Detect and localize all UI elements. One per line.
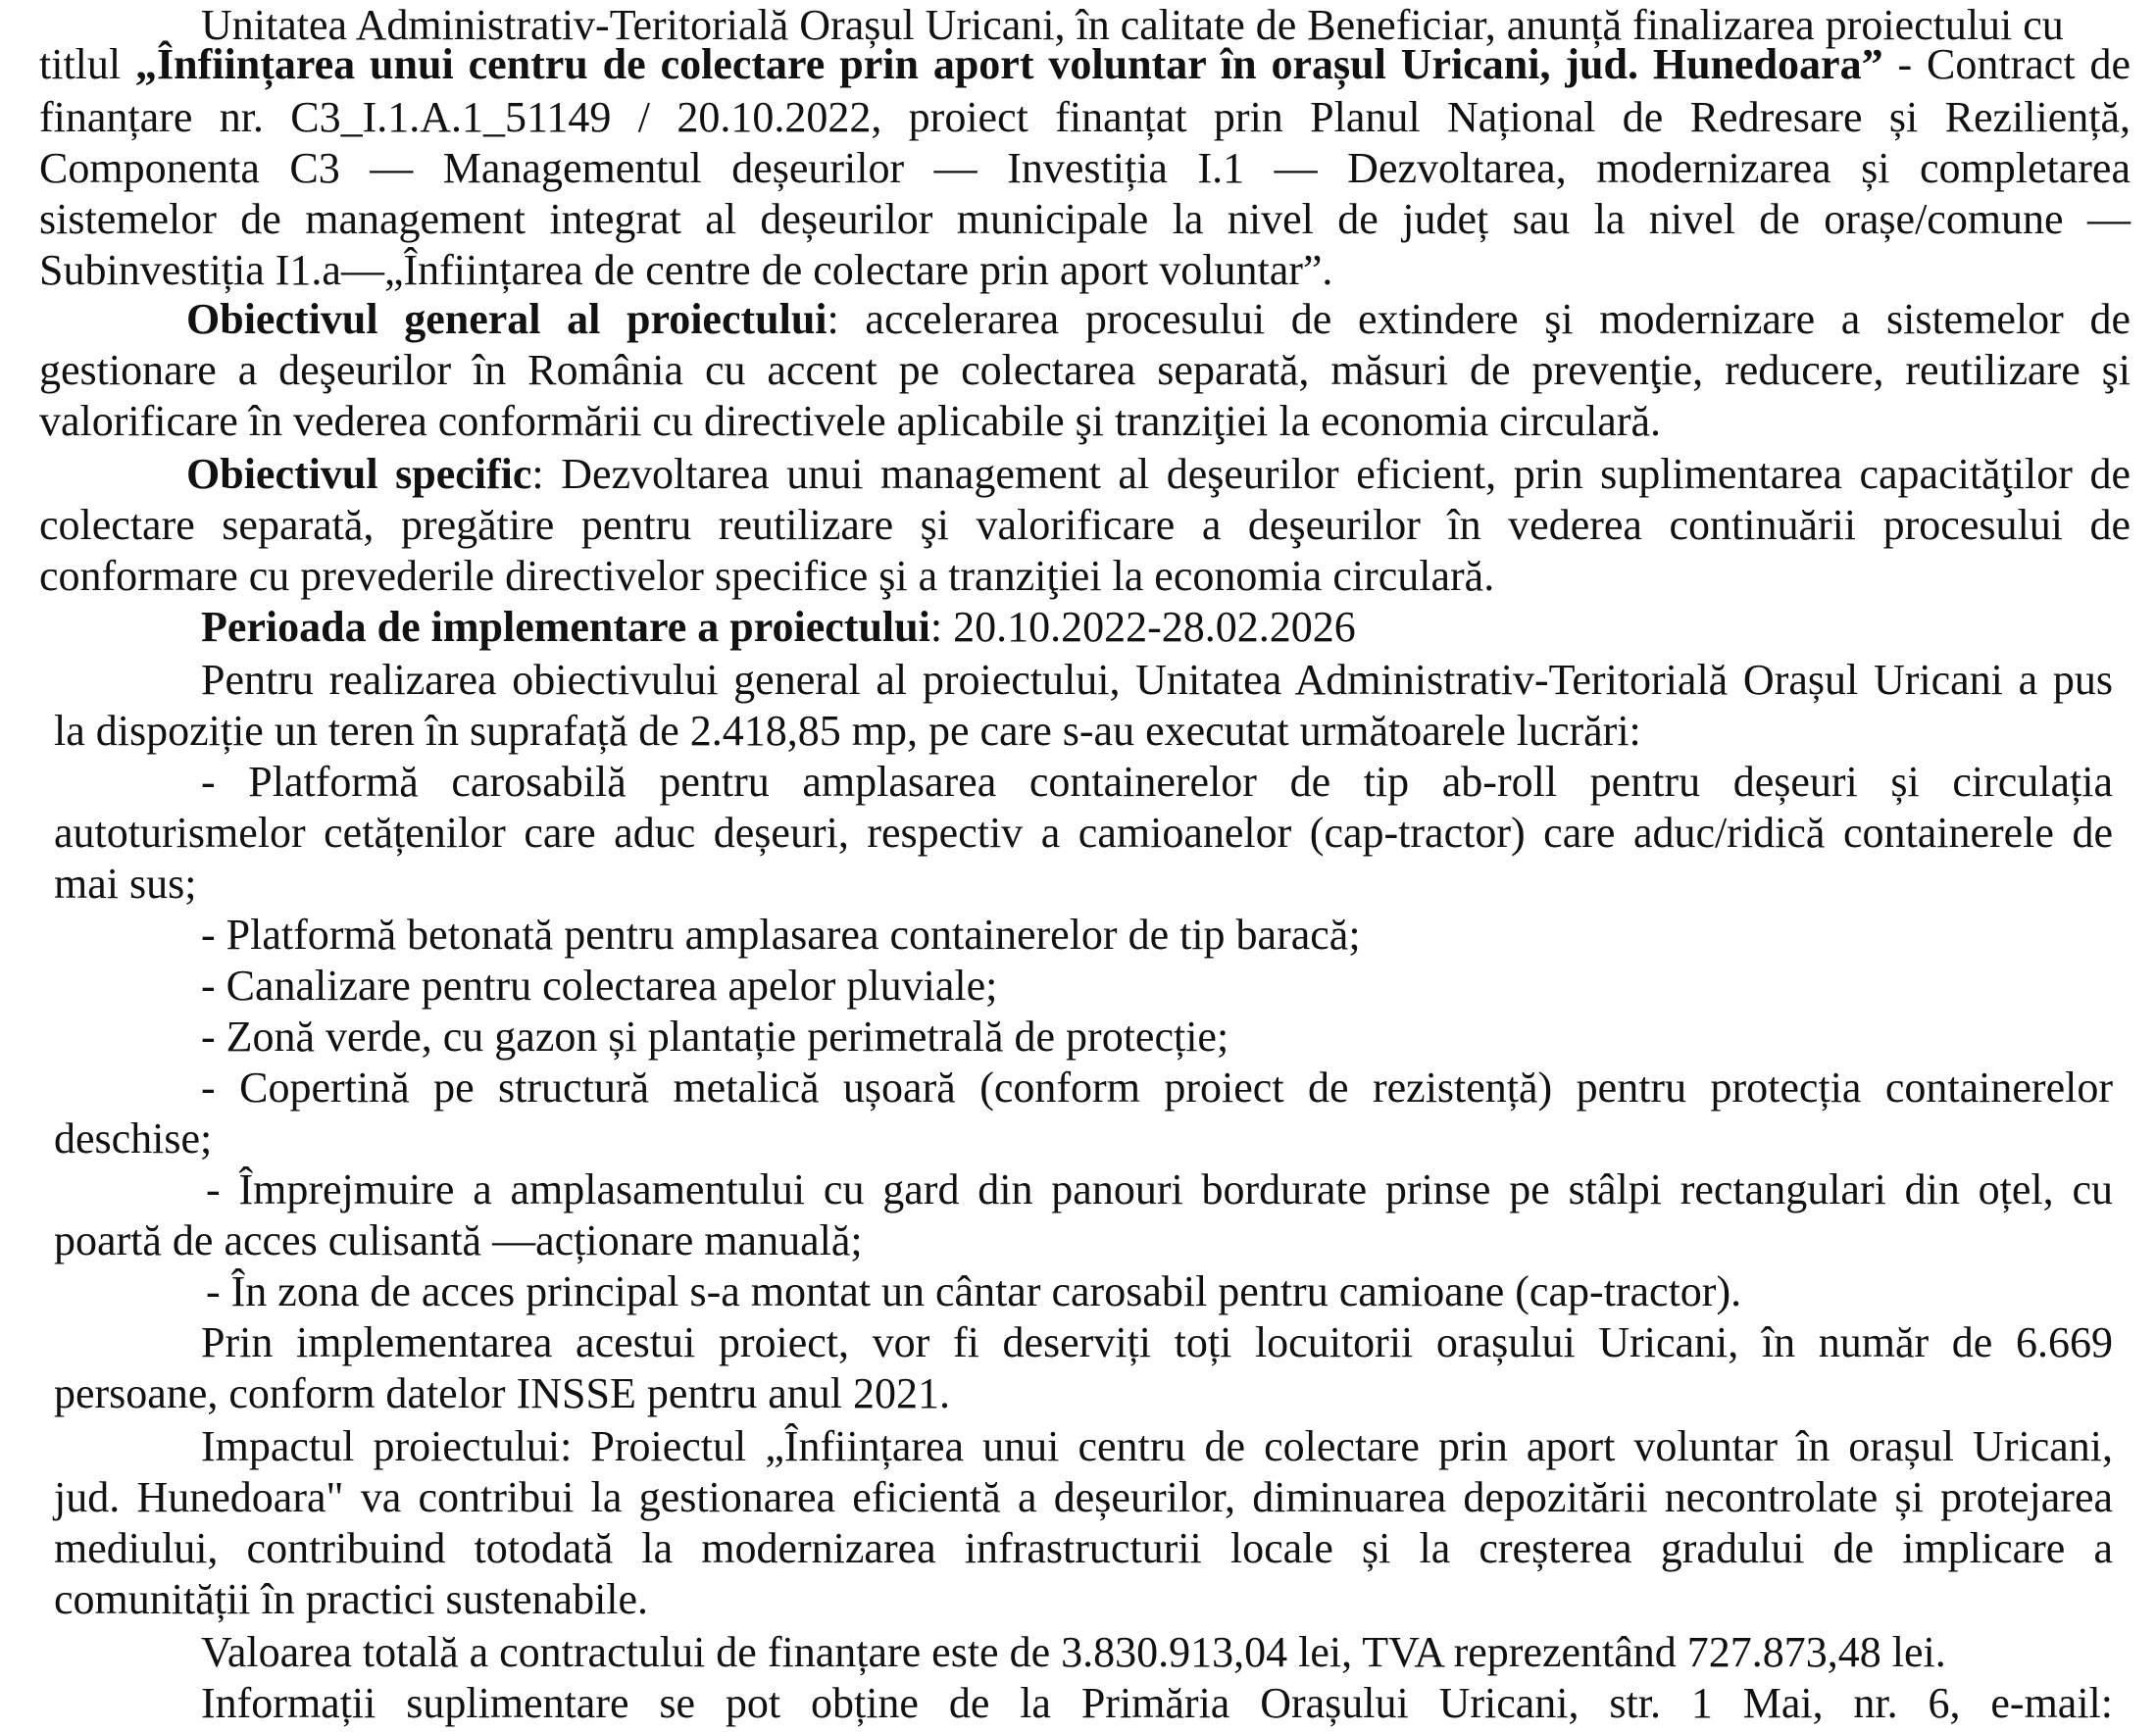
beneficiaries-line-2: persoane, conform datelor INSSE pentru anul 2021. [54, 1369, 950, 1417]
intro-line-2-prefix: titlul [39, 40, 136, 88]
impact-line-3: mediului, contribuind totodată la modernizarea infrastructurii locale și la creșterea gradului de implicare a [54, 1524, 2113, 1572]
implementation-period-label: Perioada de implementare a proiectului [201, 603, 930, 651]
specific-objective-line-1 [186, 449, 2131, 500]
general-objective-line-2: gestionare a deşeurilor în România cu accent pe colectarea separată, măsuri de prevenţie, reducere, reutilizare şi [39, 346, 2131, 394]
intro-line-2 [39, 39, 2131, 90]
impact-line-2: jud. Hunedoara" va contribui la gestionarea eficientă a deșeurilor, diminuarea depozitării necontrolate și protejarea [54, 1473, 2113, 1521]
work-item-7: - În zona de acces principal s-a montat un cântar carosabil pentru camioane (cap-tractor). [206, 1267, 1742, 1315]
intro-line-6: Subinvestiția I1.a—„Înființarea de centre de colectare prin aport voluntar”. [39, 246, 1333, 294]
work-item-5-line-1: - Copertină pe structură metalică ușoară (conform proiect de rezistență) pentru protecția containerelor [201, 1064, 2113, 1112]
intro-line-4: Componenta C3 — Managementul deșeurilor — Investiția I.1 — Dezvoltarea, modernizarea și completarea [39, 144, 2131, 192]
impact-line-4: comunității în practici sustenabile. [54, 1575, 649, 1623]
implementation-period-value: : 20.10.2022-28.02.2026 [929, 603, 1356, 651]
general-objective-text: : accelerarea procesului de extindere şi modernizare a sistemelor de [827, 295, 2131, 343]
beneficiaries-line-1: Prin implementarea acestui proiect, vor fi deserviți toți locuitorii orașului Uricani, în număr de 6.669 [201, 1318, 2113, 1366]
intro-line-1: Unitatea Administrativ-Teritorială Orașul Uricani, în calitate de Beneficiar, anunță finalizarea proiectului cu [201, 1, 2064, 49]
project-title: „Înființarea unui centru de colectare prin aport voluntar în orașul Uricani, jud. Hunedoara” [135, 40, 1883, 88]
specific-objective-text: : Dezvoltarea unui management al deşeurilor eficient, prin suplimentarea capacităţilor de [531, 450, 2131, 498]
intro-line-5: sistemelor de management integrat al deșeurilor municipale la nivel de județ sau la nivel de orașe/comune — [39, 195, 2131, 243]
work-item-1-line-1: - Platformă carosabilă pentru amplasarea containerelor de tip ab-roll pentru deșeuri și circulația [201, 758, 2113, 806]
work-item-1-line-2: autoturismelor cetățenilor care aduc deșeuri, respectiv a camioanelor (cap-tractor) care aduc/ridică containerele de [54, 809, 2113, 857]
info-line-1: Informații suplimentare se pot obține de la Primăria Orașului Uricani, str. 1 Mai, nr. 6, e-mail: [201, 1679, 2113, 1727]
work-item-6-line-2: poartă de acces culisantă —acționare manuală; [54, 1216, 863, 1264]
impact-line-1: Impactul proiectului: Proiectul „Înființarea unui centru de colectare prin aport voluntar în orașul Uricani, [201, 1422, 2113, 1470]
general-objective-line-1 [186, 294, 2131, 345]
work-item-4: - Zonă verde, cu gazon și plantație perimetrală de protecție; [201, 1013, 1229, 1061]
realization-line-2: la dispoziție un teren în suprafață de 2.418,85 mp, pe care s-au executat următoarele lucrări: [54, 707, 1641, 755]
specific-objective-line-3: conformare cu prevederile directivelor specifice şi a tranziţiei la economia circulară. [39, 552, 1495, 600]
specific-objective-label: Obiectivul specific [186, 450, 532, 498]
general-objective-label: Obiectivul general al proiectului [186, 295, 827, 343]
general-objective-line-3: valorificare în vederea conformării cu directivele aplicabile şi tranziţiei la economia circulară. [39, 397, 1662, 445]
work-item-5-line-2: deschise; [54, 1114, 213, 1163]
realization-line-1: Pentru realizarea obiectivului general al proiectului, Unitatea Administrativ-Teritorială Orașul Uricani a pus [201, 656, 2113, 704]
work-item-3: - Canalizare pentru colectarea apelor pluviale; [201, 962, 998, 1010]
contract-value: Valoarea totală a contractului de finanțare este de 3.830.913,04 lei, TVA reprezentând 727.873,48 lei. [201, 1628, 1946, 1676]
work-item-1-line-3: mai sus; [54, 860, 197, 908]
specific-objective-line-2: colectare separată, pregătire pentru reutilizare şi valorificare a deşeurilor în vederea continuării procesului de [39, 501, 2131, 549]
work-item-6-line-1: - Împrejmuire a amplasamentului cu gard din panouri bordurate prinse pe stâlpi rectangulari din oțel, cu [206, 1165, 2113, 1213]
implementation-period [201, 602, 1356, 653]
intro-line-3: finanțare nr. C3_I.1.A.1_51149 / 20.10.2022, proiect finanțat prin Planul Național de Redresare și Reziliență, [39, 93, 2131, 141]
intro-line-2-suffix: - Contract de [1882, 40, 2131, 88]
work-item-2: - Platformă betonată pentru amplasarea containerelor de tip baracă; [201, 911, 1361, 959]
